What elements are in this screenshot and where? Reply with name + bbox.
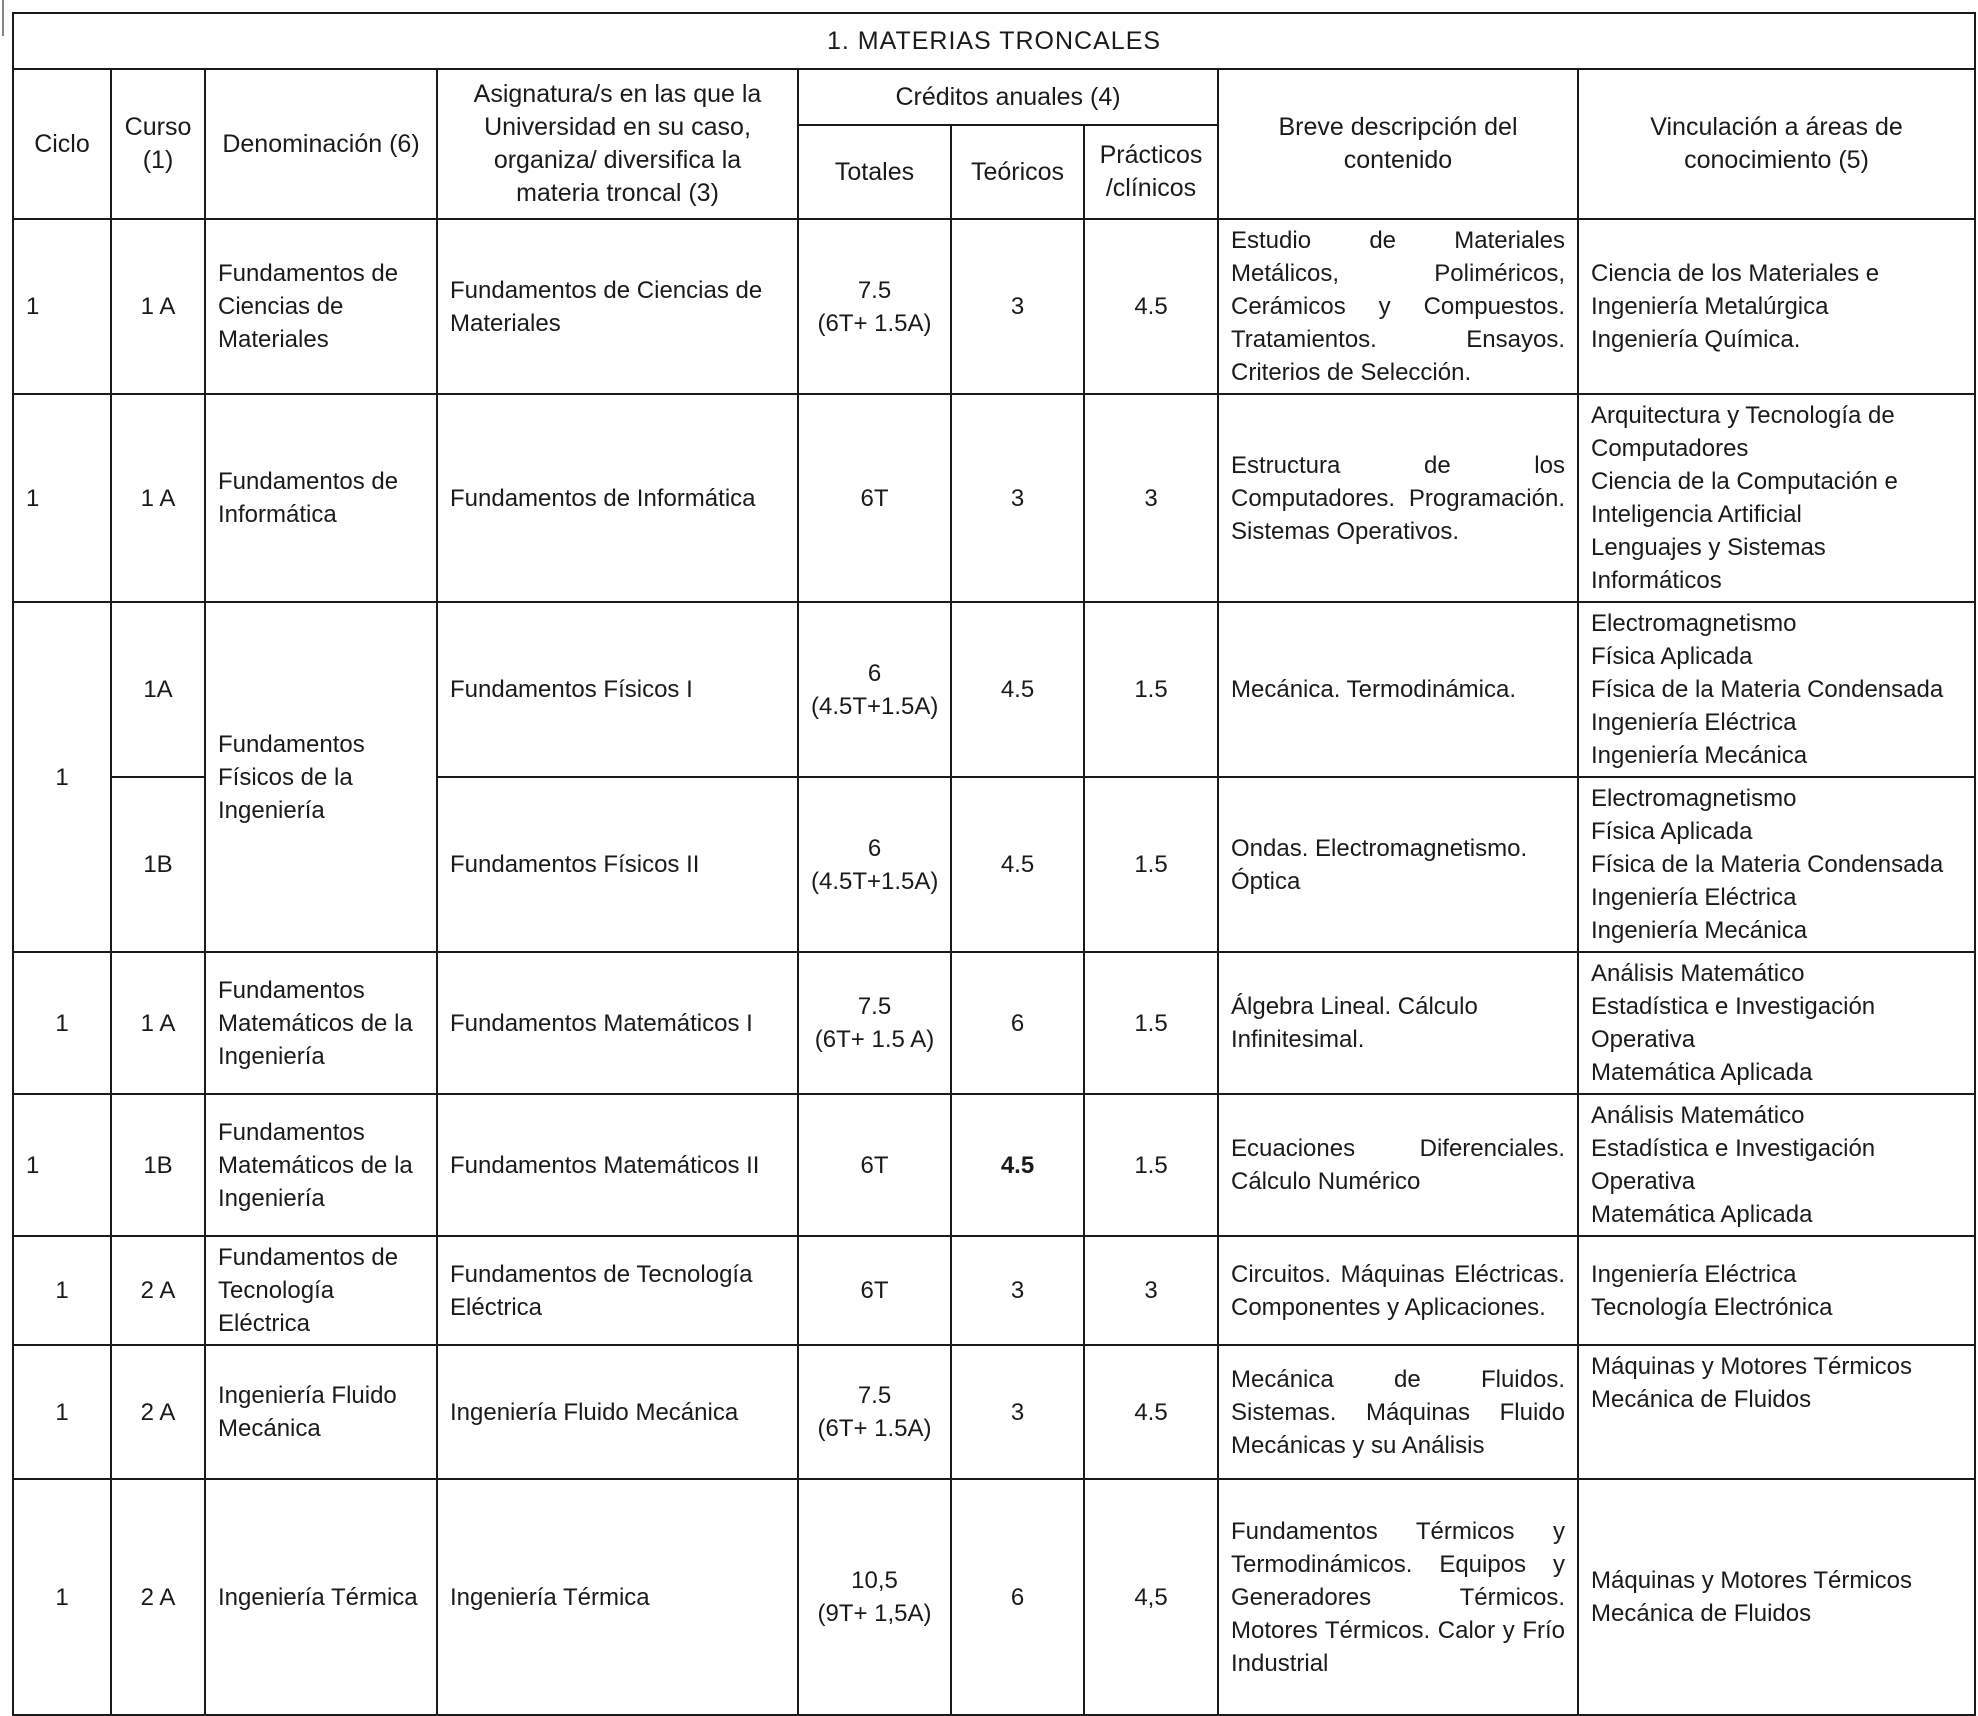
- cell-totales: [798, 602, 951, 777]
- totales-value: 6T: [860, 484, 889, 512]
- cell-denominacion: Ingeniería Térmica: [205, 1479, 437, 1715]
- cell-areas: [1578, 602, 1975, 777]
- area-item: Electromagnetismo: [1591, 610, 1797, 637]
- area-item: Física de la Materia Condensada: [1591, 851, 1944, 878]
- cell-totales: [798, 952, 951, 1094]
- cell-curso: 2 A: [111, 1345, 205, 1479]
- totales-breakdown: (6T+ 1.5A): [817, 309, 932, 337]
- cell-practicos: 1.5: [1084, 777, 1218, 952]
- table-row: [13, 219, 1975, 394]
- header-creditos: Créditos anuales (4): [798, 69, 1218, 125]
- table-row: [13, 394, 1975, 602]
- cell-descripcion: Mecánica de Fluidos. Sistemas. Máquinas Fluido Mecánicas y su Análisis: [1218, 1345, 1578, 1479]
- cell-teoricos: 6: [951, 952, 1084, 1094]
- cell-denominacion: Fundamentos Matemáticos de la Ingeniería: [205, 1094, 437, 1236]
- header-practicos: Prácticos /clínicos: [1084, 125, 1218, 219]
- area-item: Arquitectura y Tecnología de Computadores: [1591, 402, 1895, 462]
- cell-descripcion: Álgebra Lineal. Cálculo Infinitesimal.: [1218, 952, 1578, 1094]
- area-item: Lenguajes y Sistemas Informáticos: [1591, 534, 1826, 594]
- area-item: Máquinas y Motores Térmicos: [1591, 1567, 1912, 1594]
- cell-asignatura: Fundamentos de Tecnología Eléctrica: [437, 1236, 798, 1345]
- area-item: Física de la Materia Condensada: [1591, 676, 1944, 703]
- table-row: [13, 1479, 1975, 1715]
- header-denominacion: Denominación (6): [205, 69, 437, 219]
- cell-asignatura: Ingeniería Fluido Mecánica: [437, 1345, 798, 1479]
- cell-curso: 1 A: [111, 219, 205, 394]
- cell-asignatura: Ingeniería Térmica: [437, 1479, 798, 1715]
- area-item: Tecnología Electrónica: [1591, 1293, 1833, 1321]
- totales-value: 7.5: [857, 993, 892, 1020]
- cell-totales: [798, 1345, 951, 1479]
- header-vinculacion: Vinculación a áreas de conocimiento (5): [1578, 69, 1975, 219]
- cell-descripcion: Fundamentos Térmicos y Termodinámicos. Equipos y Generadores Térmicos. Motores Térmicos. Calor y Frío Industrial: [1218, 1479, 1578, 1715]
- area-item: Ingeniería Eléctrica: [1591, 1260, 1797, 1288]
- cell-teoricos: 3: [951, 219, 1084, 394]
- cell-asignatura: Fundamentos de Ciencias de Materiales: [437, 219, 798, 394]
- cell-teoricos: 3: [951, 1345, 1084, 1479]
- cell-curso: 1B: [111, 1094, 205, 1236]
- area-item: Física Aplicada: [1591, 643, 1753, 670]
- area-item: Física Aplicada: [1591, 818, 1753, 845]
- cell-curso: 1B: [111, 777, 205, 952]
- cell-practicos: 4.5: [1084, 1345, 1218, 1479]
- cell-ciclo: 1: [13, 952, 111, 1094]
- header-teoricos: Teóricos: [951, 125, 1084, 219]
- cell-totales: [798, 1094, 951, 1236]
- cell-curso: 1 A: [111, 394, 205, 602]
- area-item: Estadística e Investigación Operativa: [1591, 1135, 1876, 1195]
- totales-value: 6T: [860, 1277, 889, 1304]
- table-row: [13, 1236, 1975, 1345]
- cell-totales: [798, 219, 951, 394]
- cell-ciclo: 1: [13, 219, 111, 394]
- header-descripcion: Breve descripción del contenido: [1218, 69, 1578, 219]
- header-curso: Curso (1): [111, 69, 205, 219]
- cell-practicos: 4.5: [1084, 219, 1218, 394]
- cell-areas: [1578, 1479, 1975, 1715]
- cell-asignatura: Fundamentos Matemáticos I: [437, 952, 798, 1094]
- cell-descripcion: Ecuaciones Diferenciales. Cálculo Numérico: [1218, 1094, 1578, 1236]
- cell-descripcion: Mecánica. Termodinámica.: [1218, 602, 1578, 777]
- cell-practicos: 1.5: [1084, 602, 1218, 777]
- cell-asignatura: Fundamentos Físicos II: [437, 777, 798, 952]
- cell-ciclo: 1: [13, 1479, 111, 1715]
- area-item: Ingeniería Química.: [1591, 326, 1801, 353]
- cell-areas: [1578, 952, 1975, 1094]
- header-row: [13, 69, 1975, 125]
- cell-ciclo: 1: [13, 394, 111, 602]
- cell-practicos: 1.5: [1084, 1094, 1218, 1236]
- cell-curso: 2 A: [111, 1479, 205, 1715]
- area-item: Análisis Matemático: [1591, 1102, 1805, 1129]
- table-row: [13, 1345, 1975, 1479]
- area-item: Análisis Matemático: [1591, 960, 1805, 987]
- totales-breakdown: (4.5T+1.5A): [811, 867, 939, 895]
- header-totales: Totales: [798, 125, 951, 219]
- cell-denominacion: Fundamentos de Tecnología Eléctrica: [205, 1236, 437, 1345]
- cell-curso: 1A: [111, 602, 205, 777]
- cell-teoricos: 4.5: [951, 602, 1084, 777]
- document-page: [12, 12, 1974, 1716]
- totales-value: 6: [867, 834, 882, 862]
- cell-denominacion: Fundamentos de Informática: [205, 394, 437, 602]
- area-item: Ingeniería Eléctrica: [1591, 884, 1797, 911]
- cell-teoricos: 4.5: [951, 777, 1084, 952]
- cell-totales: [798, 1479, 951, 1715]
- cell-areas: [1578, 1236, 1975, 1345]
- table-row: [13, 1094, 1975, 1236]
- area-item: Ingeniería Eléctrica: [1591, 709, 1797, 736]
- cell-denominacion: Ingeniería Fluido Mecánica: [205, 1345, 437, 1479]
- area-item: Electromagnetismo: [1591, 785, 1797, 812]
- header-asignatura: Asignatura/s en las que la Universidad en su caso, organiza/ diversifica la materia troncal (3): [437, 69, 798, 219]
- cell-teoricos: 6: [951, 1479, 1084, 1715]
- totales-breakdown: (4.5T+1.5A): [811, 692, 939, 720]
- cell-practicos: 3: [1084, 394, 1218, 602]
- area-item: Ciencia de los Materiales e Ingeniería Metalúrgica: [1591, 260, 1880, 320]
- cell-asignatura: Fundamentos de Informática: [437, 394, 798, 602]
- cell-practicos: 1.5: [1084, 952, 1218, 1094]
- cell-descripcion: Estudio de Materiales Metálicos, Poliméricos, Cerámicos y Compuestos. Tratamientos. Ensayos. Criterios de Selección.: [1218, 219, 1578, 394]
- cell-denominacion: Fundamentos Matemáticos de la Ingeniería: [205, 952, 437, 1094]
- totales-value: 7.5: [857, 1382, 892, 1409]
- table-row: [13, 952, 1975, 1094]
- cell-denominacion: Fundamentos de Ciencias de Materiales: [205, 219, 437, 394]
- header-ciclo: Ciclo: [13, 69, 111, 219]
- cell-teoricos: 3: [951, 394, 1084, 602]
- area-item: Ingeniería Mecánica: [1591, 742, 1808, 769]
- area-item: Matemática Aplicada: [1591, 1201, 1813, 1228]
- totales-breakdown: (6T+ 1.5A): [817, 1415, 932, 1442]
- area-item: Mecánica de Fluidos: [1591, 1600, 1812, 1627]
- cell-descripcion: Ondas. Electromagnetismo. Óptica: [1218, 777, 1578, 952]
- cell-descripcion: Estructura de los Computadores. Programación. Sistemas Operativos.: [1218, 394, 1578, 602]
- cell-ciclo: 1: [13, 602, 111, 952]
- area-item: Ciencia de la Computación e Inteligencia Artificial: [1591, 468, 1898, 528]
- cell-totales: [798, 394, 951, 602]
- area-item: Mecánica de Fluidos: [1591, 1386, 1812, 1413]
- title-row: [13, 13, 1975, 69]
- cell-curso: 2 A: [111, 1236, 205, 1345]
- cell-ciclo: 1: [13, 1236, 111, 1345]
- cell-areas: [1578, 1094, 1975, 1236]
- cell-areas: [1578, 777, 1975, 952]
- cell-practicos: 3: [1084, 1236, 1218, 1345]
- cell-totales: [798, 777, 951, 952]
- materias-troncales-table: [12, 12, 1976, 1716]
- cell-areas: [1578, 1345, 1975, 1479]
- table-row: [13, 602, 1975, 777]
- cell-denominacion: Fundamentos Físicos de la Ingeniería: [205, 602, 437, 952]
- area-item: Estadística e Investigación Operativa: [1591, 993, 1876, 1053]
- totales-value: 7.5: [857, 276, 892, 304]
- cell-asignatura: Fundamentos Matemáticos II: [437, 1094, 798, 1236]
- cell-curso: 1 A: [111, 952, 205, 1094]
- totales-value: 6T: [860, 1151, 889, 1179]
- cell-descripcion: Circuitos. Máquinas Eléctricas. Componentes y Aplicaciones.: [1218, 1236, 1578, 1345]
- area-item: Máquinas y Motores Térmicos: [1591, 1353, 1912, 1380]
- totales-breakdown: (9T+ 1,5A): [817, 1600, 932, 1627]
- cell-ciclo: 1: [13, 1094, 111, 1236]
- cell-asignatura: Fundamentos Físicos I: [437, 602, 798, 777]
- area-item: Matemática Aplicada: [1591, 1059, 1813, 1086]
- scan-mark: [2, 0, 4, 36]
- totales-value: 6: [867, 659, 882, 687]
- cell-practicos: 4,5: [1084, 1479, 1218, 1715]
- cell-teoricos: 3: [951, 1236, 1084, 1345]
- cell-areas: [1578, 394, 1975, 602]
- cell-ciclo: 1: [13, 1345, 111, 1479]
- totales-value: 10,5: [851, 1567, 898, 1594]
- totales-breakdown: (6T+ 1.5 A): [814, 1026, 935, 1053]
- cell-teoricos: 4.5: [951, 1094, 1084, 1236]
- cell-totales: [798, 1236, 951, 1345]
- area-item: Ingeniería Mecánica: [1591, 917, 1808, 944]
- cell-areas: [1578, 219, 1975, 394]
- table-title: 1. MATERIAS TRONCALES: [13, 13, 1975, 69]
